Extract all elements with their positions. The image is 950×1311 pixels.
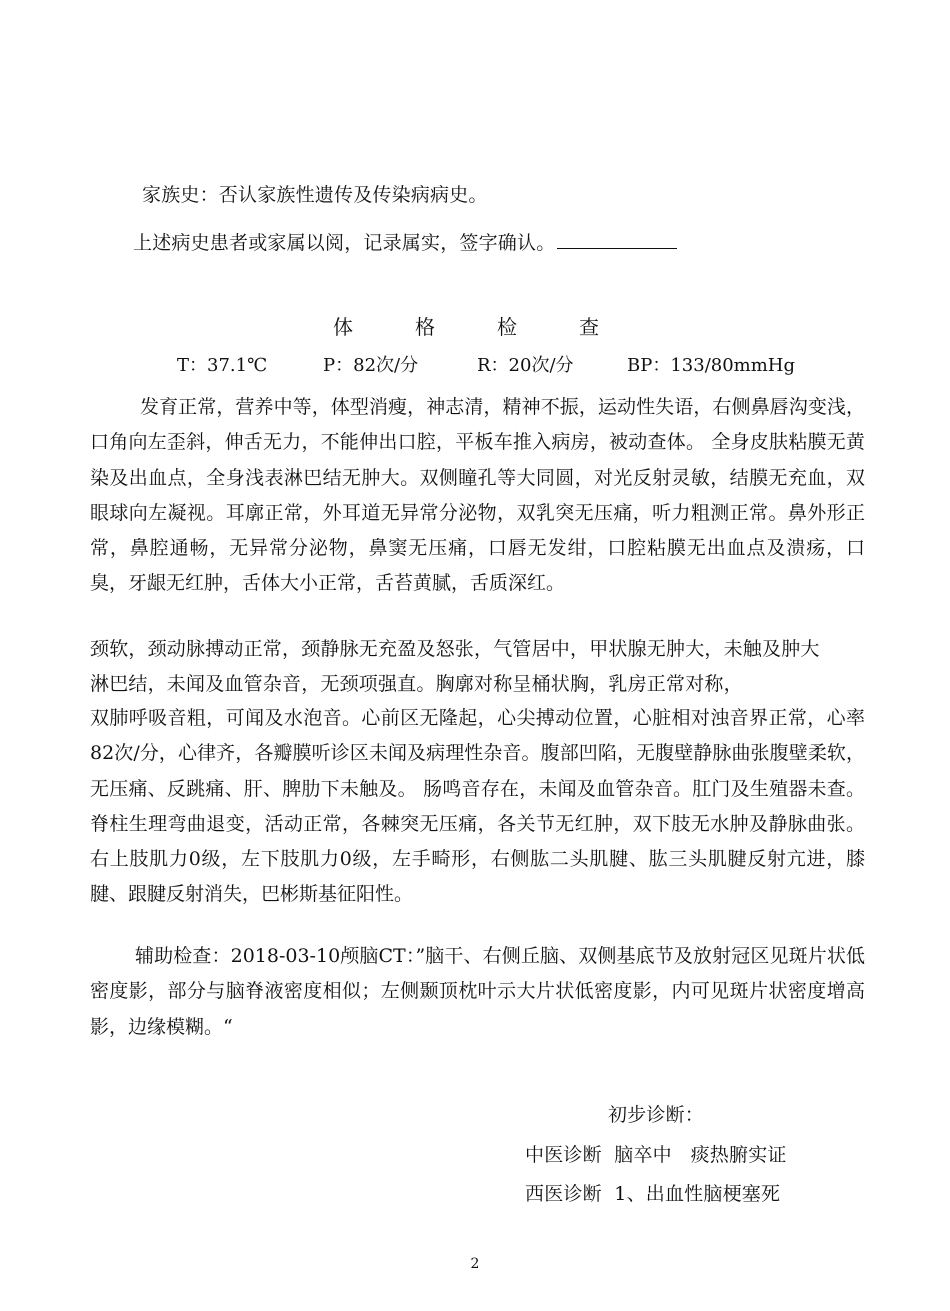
exam-title-char: 格 <box>415 315 435 339</box>
confirmation-text: 上述病史患者或家属以阅，记录属实，签字确认。 <box>133 232 556 254</box>
diagnosis-western: 西医诊断 1、出血性脑梗塞死 <box>525 1183 781 1205</box>
exam-title <box>333 315 599 339</box>
vital-blood-pressure: BP：133/80mmHg <box>627 355 796 376</box>
confirmation-line <box>133 230 677 255</box>
diagnosis-heading: 初步诊断： <box>608 1104 705 1126</box>
exam-title-char: 体 <box>333 315 353 339</box>
diagnosis-tcm: 中医诊断 脑卒中 痰热腑实证 <box>525 1144 787 1166</box>
auxiliary-exam-paragraph: 辅助检查：2018-03-10颅脑CT：”脑干、右侧丘脑、双侧基底节及放射冠区见斑片状低密度影，部分与脑脊液密度相似；左侧颞顶枕叶示大片状低密度影，内可见斑片状密度增高影，边缘模糊。“ <box>90 945 865 1038</box>
vital-temperature: T：37.1℃ <box>177 355 268 376</box>
body-exam-line-1: 颈软，颈动脉搏动正常，颈静脉无充盈及怒张，气管居中，甲状腺无肿大，未触及肿大 <box>90 638 820 660</box>
vital-signs <box>177 355 795 377</box>
page-number: 2 <box>470 1256 480 1272</box>
body-exam-line-2: 淋巴结，未闻及血管杂音，无颈项强直。胸廓对称呈桶状胸，乳房正常对称， <box>90 673 743 695</box>
body-exam-paragraph: 双肺呼吸音粗，可闻及水泡音。心前区无隆起，心尖搏动位置，心脏相对浊音界正常，心率82次/分，心律齐，各瓣膜听诊区未闻及病理性杂音。腹部凹陷，无腹壁静脉曲张腹壁柔软，无压痛、反跳痛、肝、脾肋下未触及。 肠鸣音存在，未闻及血管杂音。肛门及生殖器未查。脊柱生理弯曲退变，活动正常，各棘突无压痛，各关节无红肿，双下肢无水肿及静脉曲张。右上肢肌力0级，左下肢肌力0级，左手畸形，右侧肱二头肌腱、肱三头肌腱反射亢进，膝腱、跟腱反射消失，巴彬斯基征阳性。 <box>90 707 865 906</box>
exam-title-char: 查 <box>579 315 599 339</box>
exam-title-char: 检 <box>497 315 517 339</box>
vital-respiration: R：20次/分 <box>477 355 574 376</box>
family-history: 家族史：否认家族性遗传及传染病病史。 <box>142 184 488 206</box>
vital-pulse: P：82次/分 <box>323 355 419 376</box>
general-exam-paragraph: 发育正常，营养中等，体型消瘦，神志清，精神不振，运动性失语，右侧鼻唇沟变浅，口角向左歪斜，伸舌无力，不能伸出口腔，平板车推入病房，被动查体。 全身皮肤粘膜无黄染及出血点，全身浅表淋巴结无肿大。双侧瞳孔等大同圆，对光反射灵敏，结膜无充血，双眼球向左凝视。耳廓正常，外耳道无异常分泌物，双乳突无压痛，听力粗测正常。鼻外形正常，鼻腔通畅，无异常分泌物，鼻窦无压痛，口唇无发绀，口腔粘膜无出血点及溃疡，口臭，牙龈无红肿，舌体大小正常，舌苔黄腻，舌质深红。 <box>90 396 865 595</box>
signature-blank[interactable] <box>557 230 677 249</box>
